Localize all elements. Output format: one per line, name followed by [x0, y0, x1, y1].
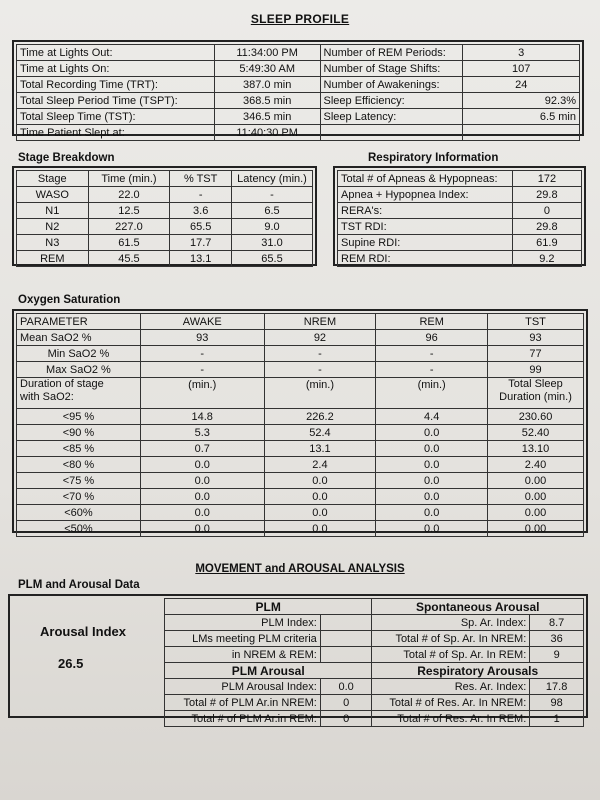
- duration-label-line1: Duration of stage: [20, 378, 104, 390]
- profile-label: Number of REM Periods:: [320, 45, 463, 61]
- oxygen-cell: 5.3: [140, 425, 264, 441]
- oxygen-threshold-row: [17, 409, 584, 425]
- profile-label: Total Recording Time (TRT):: [17, 77, 215, 93]
- stage-row: [17, 235, 313, 251]
- oxygen-cell: 92: [264, 330, 376, 346]
- oxygen-cell: 226.2: [264, 409, 376, 425]
- oxygen-summary-row: [17, 346, 584, 362]
- profile-row: [17, 125, 580, 141]
- oxygen-threshold: <95 %: [17, 409, 141, 425]
- oxygen-header: TST: [488, 314, 584, 330]
- oxygen-cell: 0.0: [376, 505, 488, 521]
- oxygen-cell: 0.00: [488, 505, 584, 521]
- resp-label: Total # of Apneas & Hypopneas:: [338, 171, 513, 187]
- stage-breakdown-title: Stage Breakdown: [18, 152, 115, 164]
- stage-cell: N3: [17, 235, 89, 251]
- oxygen-param: Max SaO2 %: [17, 362, 141, 378]
- stage-header: Stage: [17, 171, 89, 187]
- profile-label: Sleep Efficiency:: [320, 93, 463, 109]
- profile-value: 346.5 min: [214, 109, 320, 125]
- stage-cell: 65.5: [170, 219, 232, 235]
- spont-label: Total # of Sp. Ar. In NREM:: [372, 631, 530, 647]
- oxygen-duration-label: [17, 378, 141, 409]
- oxygen-cell: 4.4: [376, 409, 488, 425]
- respiratory-info-table: [337, 170, 582, 267]
- oxygen-cell: 0.0: [264, 473, 376, 489]
- plm-arousal-head: PLM Arousal: [165, 663, 372, 679]
- arousal-index-label: Arousal Index: [40, 624, 126, 639]
- tst-label-line1: Total Sleep: [508, 378, 563, 390]
- oxygen-threshold: <70 %: [17, 489, 141, 505]
- plm-value: [320, 615, 372, 631]
- plm-label: in NREM & REM:: [165, 647, 321, 663]
- profile-label: Time at Lights On:: [17, 61, 215, 77]
- resp-label: Supine RDI:: [338, 235, 513, 251]
- profile-label: Number of Stage Shifts:: [320, 61, 463, 77]
- oxygen-cell: 2.4: [264, 457, 376, 473]
- oxygen-cell: -: [140, 362, 264, 378]
- plm-arousal-row: [165, 679, 584, 695]
- oxygen-cell: 0.00: [488, 473, 584, 489]
- stage-cell: WASO: [17, 187, 89, 203]
- resp-arousal-value: 98: [530, 695, 584, 711]
- profile-value: 11:40:30 PM: [214, 125, 320, 141]
- plm-arousal-value: 0.0: [320, 679, 372, 695]
- stage-cell: REM: [17, 251, 89, 267]
- plm-arousal-value: 0: [320, 695, 372, 711]
- oxygen-cell: 0.0: [140, 489, 264, 505]
- stage-cell: 65.5: [232, 251, 313, 267]
- oxygen-threshold: <75 %: [17, 473, 141, 489]
- profile-value: 107: [463, 61, 580, 77]
- plm-arousal-label: Total # of PLM Ar.in NREM:: [165, 695, 321, 711]
- oxygen-duration-row: [17, 378, 584, 409]
- oxygen-header-row: [17, 314, 584, 330]
- stage-cell: 17.7: [170, 235, 232, 251]
- profile-label: Sleep Latency:: [320, 109, 463, 125]
- oxygen-unit: (min.): [376, 378, 488, 409]
- stage-cell: N1: [17, 203, 89, 219]
- stage-breakdown-table: [16, 170, 313, 267]
- page-title: SLEEP PROFILE: [250, 12, 350, 26]
- stage-cell: 13.1: [170, 251, 232, 267]
- oxygen-cell: 93: [140, 330, 264, 346]
- movement-arousal-title: MOVEMENT and AROUSAL ANALYSIS: [195, 563, 405, 575]
- resp-label: Apnea + Hypopnea Index:: [338, 187, 513, 203]
- oxygen-cell: 0.0: [376, 441, 488, 457]
- spont-value: 36: [530, 631, 584, 647]
- oxygen-cell: 13.10: [488, 441, 584, 457]
- stage-cell: 12.5: [88, 203, 170, 219]
- oxygen-cell: 0.0: [140, 521, 264, 537]
- oxygen-cell: 93: [488, 330, 584, 346]
- oxygen-cell: -: [140, 346, 264, 362]
- plm-value: [320, 631, 372, 647]
- stage-cell: -: [232, 187, 313, 203]
- stage-header: Time (min.): [88, 171, 170, 187]
- resp-row: [338, 171, 582, 187]
- oxygen-threshold: <80 %: [17, 457, 141, 473]
- profile-row: [17, 93, 580, 109]
- oxygen-summary-row: [17, 330, 584, 346]
- resp-value: 29.8: [512, 219, 581, 235]
- oxygen-cell: 0.0: [264, 489, 376, 505]
- plm-arousal-label: Total # of PLM Ar.in REM:: [165, 711, 321, 727]
- resp-row: [338, 219, 582, 235]
- resp-row: [338, 235, 582, 251]
- oxygen-cell: -: [264, 362, 376, 378]
- spont-label: Total # of Sp. Ar. In REM:: [372, 647, 530, 663]
- oxygen-cell: 14.8: [140, 409, 264, 425]
- profile-label: Time at Lights Out:: [17, 45, 215, 61]
- oxygen-cell: 2.40: [488, 457, 584, 473]
- oxygen-threshold-row: [17, 441, 584, 457]
- oxygen-cell: 0.0: [264, 521, 376, 537]
- resp-value: 9.2: [512, 251, 581, 267]
- oxygen-unit: (min.): [140, 378, 264, 409]
- oxygen-saturation-box: [12, 309, 588, 533]
- resp-value: 61.9: [512, 235, 581, 251]
- oxygen-param: Min SaO2 %: [17, 346, 141, 362]
- stage-row: [17, 203, 313, 219]
- stage-row: [17, 219, 313, 235]
- oxygen-cell: 0.0: [376, 473, 488, 489]
- stage-cell: -: [170, 187, 232, 203]
- oxygen-threshold-row: [17, 505, 584, 521]
- oxygen-cell: -: [264, 346, 376, 362]
- resp-arousal-value: 1: [530, 711, 584, 727]
- oxygen-unit: (min.): [264, 378, 376, 409]
- oxygen-saturation-title: Oxygen Saturation: [18, 294, 121, 306]
- profile-label: Time Patient Slept at:: [17, 125, 215, 141]
- stage-cell: 6.5: [232, 203, 313, 219]
- oxygen-header: NREM: [264, 314, 376, 330]
- plm-arousal-row: [165, 695, 584, 711]
- stage-header-row: [17, 171, 313, 187]
- resp-arousal-label: Res. Ar. Index:: [372, 679, 530, 695]
- sleep-profile-box: [12, 40, 584, 139]
- stage-cell: 31.0: [232, 235, 313, 251]
- profile-row: [17, 109, 580, 125]
- oxygen-cell: 0.0: [140, 457, 264, 473]
- resp-arousal-head: Respiratory Arousals: [372, 663, 584, 679]
- arousal-index-value: 26.5: [58, 656, 84, 671]
- oxygen-cell: 0.7: [140, 441, 264, 457]
- profile-empty-cell: [463, 125, 580, 141]
- profile-label: Total Sleep Period Time (TSPT):: [17, 93, 215, 109]
- oxygen-cell: 77: [488, 346, 584, 362]
- profile-value: 24: [463, 77, 580, 93]
- oxygen-threshold: <60%: [17, 505, 141, 521]
- spont-value: 8.7: [530, 615, 584, 631]
- oxygen-threshold: <50%: [17, 521, 141, 537]
- oxygen-cell: 230.60: [488, 409, 584, 425]
- spont-label: Sp. Ar. Index:: [372, 615, 530, 631]
- oxygen-cell: 0.0: [376, 521, 488, 537]
- oxygen-cell: 0.0: [140, 473, 264, 489]
- oxygen-cell: 0.0: [376, 457, 488, 473]
- profile-value: 5:49:30 AM: [214, 61, 320, 77]
- plm-head: PLM: [165, 599, 372, 615]
- profile-label: Number of Awakenings:: [320, 77, 463, 93]
- stage-cell: 9.0: [232, 219, 313, 235]
- oxygen-header: AWAKE: [140, 314, 264, 330]
- oxygen-cell: 0.00: [488, 489, 584, 505]
- oxygen-threshold-row: [17, 473, 584, 489]
- oxygen-cell: 99: [488, 362, 584, 378]
- resp-value: 0: [512, 203, 581, 219]
- plm-row: [165, 647, 584, 663]
- oxygen-cell: 13.1: [264, 441, 376, 457]
- oxygen-tst-duration-label: [488, 378, 584, 409]
- stage-row: [17, 251, 313, 267]
- resp-arousal-value: 17.8: [530, 679, 584, 695]
- plm-label: PLM Index:: [165, 615, 321, 631]
- plm-arousal-box: [8, 594, 588, 725]
- stage-header: Latency (min.): [232, 171, 313, 187]
- plm-arousal-label: PLM Arousal Index:: [165, 679, 321, 695]
- oxygen-header: REM: [376, 314, 488, 330]
- profile-empty-cell: [320, 125, 463, 141]
- resp-row: [338, 203, 582, 219]
- plm-row: [165, 631, 584, 647]
- resp-arousal-label: Total # of Res. Ar. In NREM:: [372, 695, 530, 711]
- plm-label: LMs meeting PLM criteria: [165, 631, 321, 647]
- oxygen-threshold-row: [17, 521, 584, 537]
- profile-label: Total Sleep Time (TST):: [17, 109, 215, 125]
- resp-value: 29.8: [512, 187, 581, 203]
- tst-label-line2: Duration (min.): [499, 391, 572, 403]
- profile-value: 387.0 min: [214, 77, 320, 93]
- plm-head-row: [165, 599, 584, 615]
- plm-arousal-head-row: [165, 663, 584, 679]
- profile-value: 3: [463, 45, 580, 61]
- oxygen-cell: 0.0: [264, 505, 376, 521]
- resp-label: RERA's:: [338, 203, 513, 219]
- arousal-index-panel: [12, 598, 160, 714]
- profile-value: 6.5 min: [463, 109, 580, 125]
- stage-cell: 45.5: [88, 251, 170, 267]
- oxygen-cell: 0.00: [488, 521, 584, 537]
- stage-breakdown-box: [12, 166, 317, 266]
- profile-row: [17, 77, 580, 93]
- profile-value: 11:34:00 PM: [214, 45, 320, 61]
- oxygen-saturation-table: [16, 313, 584, 537]
- spont-arousal-head: Spontaneous Arousal: [372, 599, 584, 615]
- plm-arousal-value: 0: [320, 711, 372, 727]
- oxygen-cell: 0.0: [140, 505, 264, 521]
- resp-label: REM RDI:: [338, 251, 513, 267]
- oxygen-threshold: <85 %: [17, 441, 141, 457]
- oxygen-summary-row: [17, 362, 584, 378]
- oxygen-cell: 52.40: [488, 425, 584, 441]
- resp-row: [338, 187, 582, 203]
- stage-cell: N2: [17, 219, 89, 235]
- stage-cell: 22.0: [88, 187, 170, 203]
- oxygen-threshold-row: [17, 457, 584, 473]
- plm-arousal-subtitle: PLM and Arousal Data: [18, 579, 140, 591]
- oxygen-header: PARAMETER: [17, 314, 141, 330]
- plm-arousal-table: [164, 598, 584, 727]
- oxygen-param: Mean SaO2 %: [17, 330, 141, 346]
- spont-value: 9: [530, 647, 584, 663]
- profile-row: [17, 61, 580, 77]
- stage-cell: 227.0: [88, 219, 170, 235]
- resp-row: [338, 251, 582, 267]
- resp-label: TST RDI:: [338, 219, 513, 235]
- plm-row: [165, 615, 584, 631]
- resp-value: 172: [512, 171, 581, 187]
- oxygen-cell: 96: [376, 330, 488, 346]
- plm-arousal-row: [165, 711, 584, 727]
- oxygen-cell: -: [376, 362, 488, 378]
- respiratory-info-box: [333, 166, 586, 266]
- stage-cell: 3.6: [170, 203, 232, 219]
- plm-value: [320, 647, 372, 663]
- oxygen-cell: 0.0: [376, 489, 488, 505]
- oxygen-threshold-row: [17, 489, 584, 505]
- profile-value: 92.3%: [463, 93, 580, 109]
- respiratory-info-title: Respiratory Information: [368, 152, 499, 164]
- profile-value: 368.5 min: [214, 93, 320, 109]
- profile-row: [17, 45, 580, 61]
- oxygen-cell: -: [376, 346, 488, 362]
- oxygen-threshold-row: [17, 425, 584, 441]
- oxygen-cell: 52.4: [264, 425, 376, 441]
- stage-header: % TST: [170, 171, 232, 187]
- sleep-profile-table: [16, 44, 580, 141]
- stage-row: [17, 187, 313, 203]
- oxygen-threshold: <90 %: [17, 425, 141, 441]
- resp-arousal-label: Total # of Res. Ar. In REM:: [372, 711, 530, 727]
- oxygen-cell: 0.0: [376, 425, 488, 441]
- duration-label-line2: with SaO2:: [20, 391, 74, 403]
- stage-cell: 61.5: [88, 235, 170, 251]
